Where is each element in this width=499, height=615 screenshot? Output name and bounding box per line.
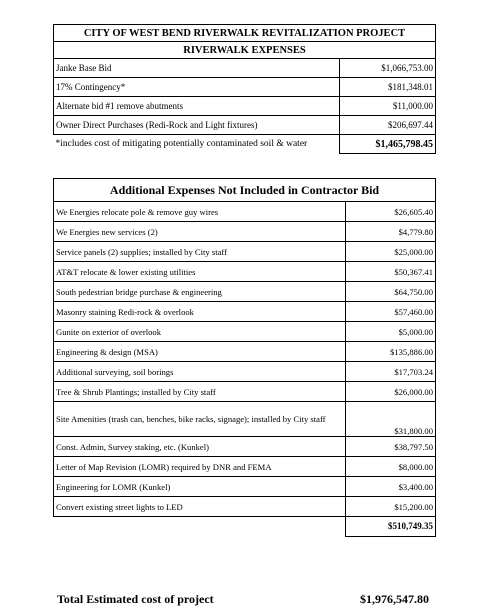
table-row [54, 59, 436, 78]
project-title: CITY OF WEST BEND RIVERWALK REVITALIZATION PROJECT [54, 25, 436, 42]
expense-desc: Owner Direct Purchases (Redi-Rock and Light fixtures) [54, 116, 340, 135]
table-row [54, 202, 436, 222]
expense-desc: Janke Base Bid [54, 59, 340, 78]
expense-desc: Site Amenities (trash can, benches, bike racks, signage); installed by City staff [54, 402, 346, 437]
expense-desc: Service panels (2) supplies; installed by City staff [54, 242, 346, 262]
expense-amount: $31,800.00 [345, 402, 435, 437]
table-row [54, 477, 436, 497]
table-row [54, 97, 436, 116]
expense-desc: Additional surveying, soil borings [54, 362, 346, 382]
expense-amount: $3,400.00 [345, 477, 435, 497]
table-row [54, 342, 436, 362]
expense-desc: Convert existing street lights to LED [54, 497, 346, 517]
table-row [54, 282, 436, 302]
expense-amount: $17,703.24 [345, 362, 435, 382]
table-row [54, 302, 436, 322]
expense-amount: $135,886.00 [345, 342, 435, 362]
expense-amount: $206,697.44 [339, 116, 435, 135]
expense-desc: We Energies new services (2) [54, 222, 346, 242]
expense-desc: Gunite on exterior of overlook [54, 322, 346, 342]
table-row [54, 437, 436, 457]
expense-amount: $11,000.00 [339, 97, 435, 116]
expense-amount: $181,348.01 [339, 78, 435, 97]
grand-total-label: Total Estimated cost of project [57, 592, 214, 606]
table-row [54, 222, 436, 242]
expense-desc: Tree & Shrub Plantings; installed by City staff [54, 382, 346, 402]
table-row [54, 402, 436, 437]
expense-amount: $8,000.00 [345, 457, 435, 477]
table-row [54, 78, 436, 97]
expense-amount: $4,779.80 [345, 222, 435, 242]
expense-desc: Letter of Map Revision (LOMR) required by DNR and FEMA [54, 457, 346, 477]
expense-amount: $1,066,753.00 [339, 59, 435, 78]
table-row [54, 497, 436, 517]
expense-desc: 17% Contingency* [54, 78, 340, 97]
grand-total-value: $1,976,547.80 [360, 592, 429, 606]
expense-amount: $15,200.00 [345, 497, 435, 517]
expense-amount: $57,460.00 [345, 302, 435, 322]
expense-desc: Masonry staining Redi-rock & overlook [54, 302, 346, 322]
expense-desc: Engineering & design (MSA) [54, 342, 346, 362]
additional-expenses-table [53, 178, 436, 537]
expense-desc: AT&T relocate & lower existing utilities [54, 262, 346, 282]
section2-total: $510,749.35 [345, 517, 435, 537]
section2-heading: Additional Expenses Not Included in Contractor Bid [54, 179, 436, 202]
table-row [54, 362, 436, 382]
expense-amount: $64,750.00 [345, 282, 435, 302]
expense-amount: $26,000.00 [345, 382, 435, 402]
section1-heading: RIVERWALK EXPENSES [54, 42, 436, 59]
expense-amount: $5,000.00 [345, 322, 435, 342]
expense-amount: $25,000.00 [345, 242, 435, 262]
table-row [54, 382, 436, 402]
expense-desc: Const. Admin, Survey staking, etc. (Kunkel) [54, 437, 346, 457]
table-row [54, 242, 436, 262]
contingency-note: *includes cost of mitigating potentially contaminated soil & water [55, 139, 308, 150]
table-row [54, 116, 436, 135]
table-row [54, 457, 436, 477]
table-row [54, 262, 436, 282]
expense-desc: South pedestrian bridge purchase & engineering [54, 282, 346, 302]
expense-desc: Alternate bid #1 remove abutments [54, 97, 340, 116]
table-row [54, 322, 436, 342]
expense-desc: Engineering for LOMR (Kunkel) [54, 477, 346, 497]
section1-total: $1,465,798.45 [339, 135, 435, 154]
expense-desc: We Energies relocate pole & remove guy wires [54, 202, 346, 222]
riverwalk-expenses-table [53, 24, 436, 154]
expense-amount: $38,797.50 [345, 437, 435, 457]
expense-amount: $26,605.40 [345, 202, 435, 222]
expense-amount: $50,367.41 [345, 262, 435, 282]
